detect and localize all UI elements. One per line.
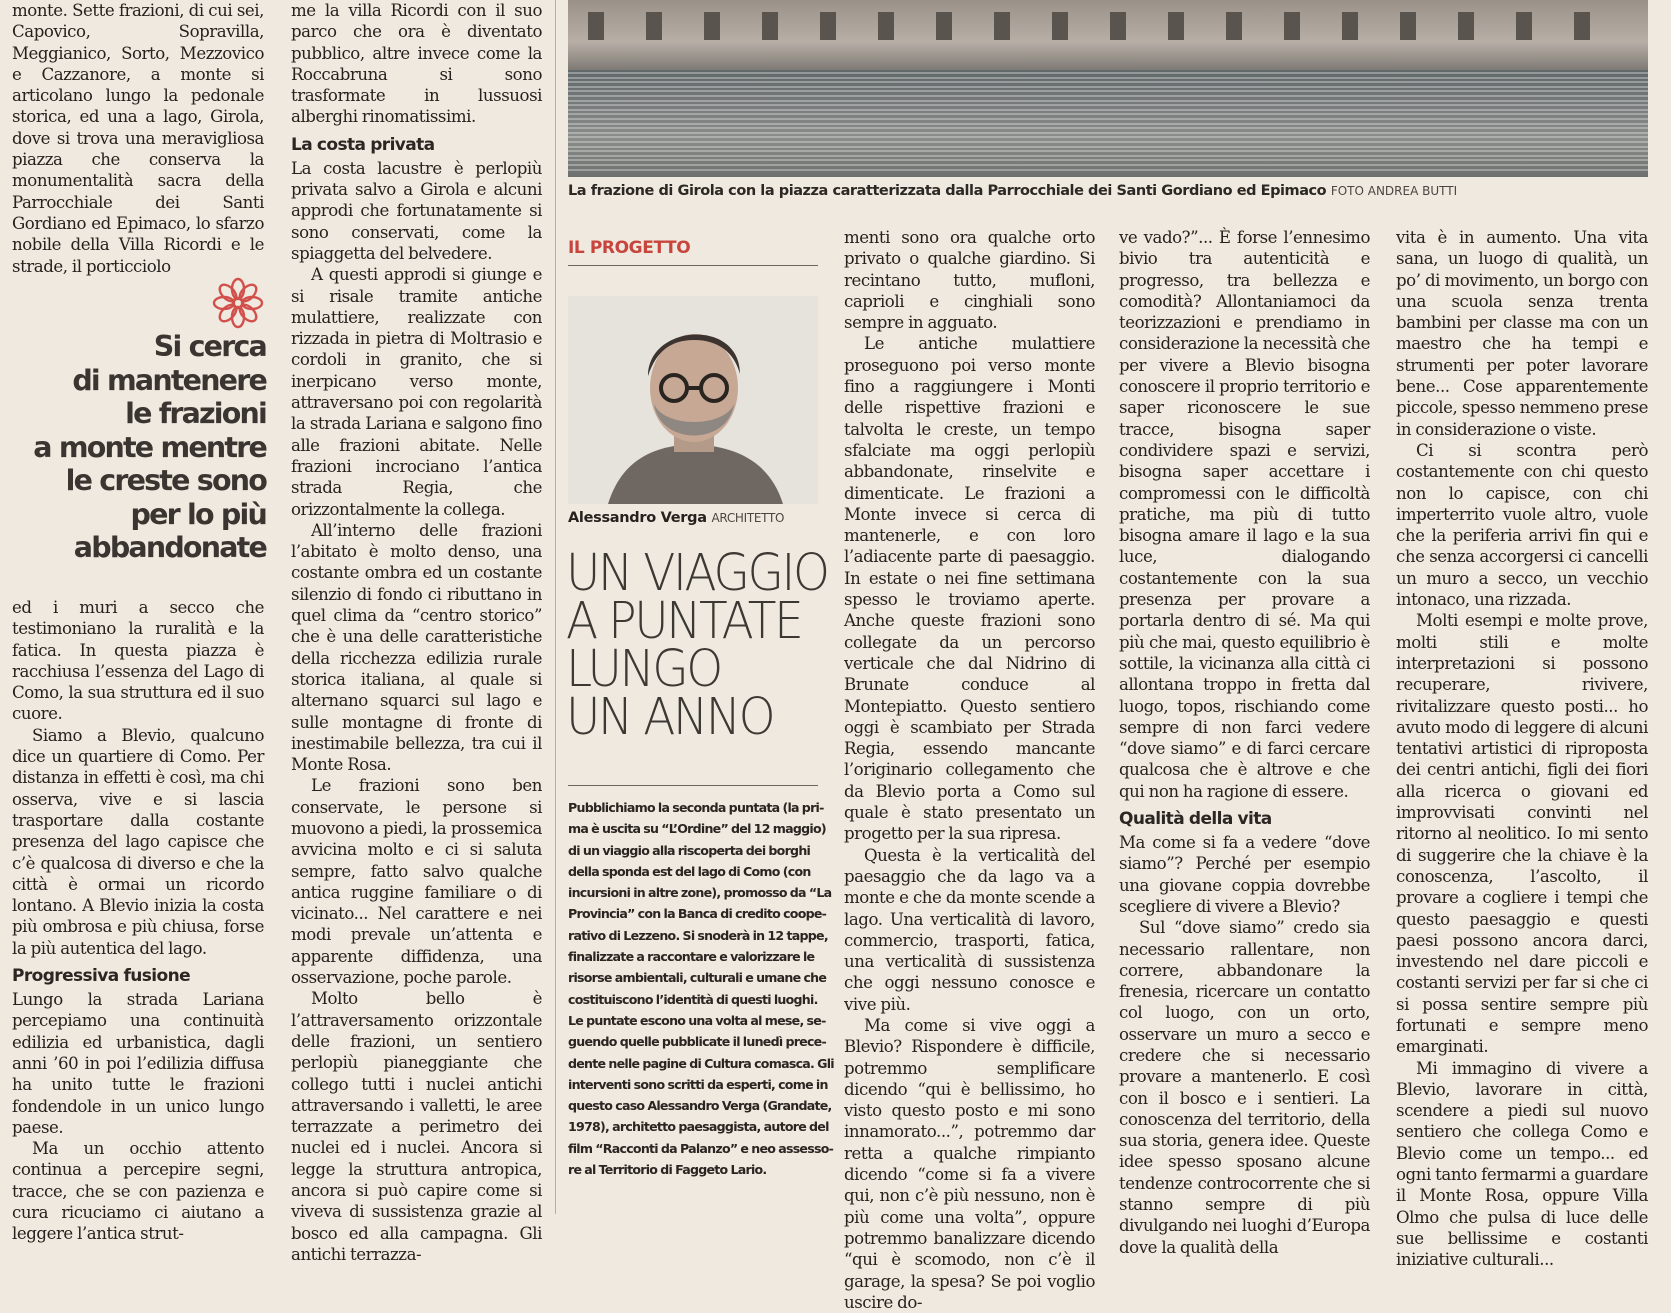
sidebar-line: finalizzate a raccontare e valorizzare le [568,949,815,965]
kicker-rule [568,265,818,266]
photo-water-ripple [568,77,1648,79]
photo-water-ripple [568,123,1648,125]
photo-window-detail [704,12,720,40]
article-photo [568,0,1648,177]
photo-water-ripple [568,127,1648,129]
paragraph: All’interno delle frazioni l’abitato è molto denso, una costante ombra ed un costante silenzio di fondo ci ributtano in quel clima da “centro storico” che è una delle caratteristiche della ricchezza edilizia rurale storica italiana, al quale si alternano squarci sul lago e sulle montagne di fronte di inestimabile bellezza, tra cui il Monte Rosa. [291,520,542,775]
photo-window-detail [936,12,952,40]
sidebar-line: Pubblichiamo la seconda puntata (la pri- [568,800,824,815]
column-2 [291,0,542,1265]
photo-water-ripple [568,146,1648,148]
sidebar-line: rativo di Lezzeno. Si snoderà in 12 tappe, [568,927,828,943]
pull-quote [8,330,266,565]
photo-water-ripple [568,150,1648,152]
sidebar-line: guendo quelle pubblicate il lunedì prece- [568,1034,826,1050]
byline-role: ARCHITETTO [711,511,785,525]
photo-water-ripple [568,113,1648,115]
photo-window-detail [1400,12,1416,40]
paragraph: Lungo la strada Lariana percepiamo una continuità edilizia ed urbanistica, dagli anni ’60 in poi l’edilizia diffusa ha unito tutte le frazioni fondendole in un unico lungo paese. [12,990,264,1137]
photo-water-ripple [568,100,1648,102]
rosette-icon [210,275,266,331]
photo-water-ripple [568,118,1648,120]
paragraph: me la villa Ricordi con il suo parco che ora è diventato pubblico, altre invece come la Roccabruna si sono trasformate in lussuosi alberghi rinomatissimi. [291,1,542,127]
photo-window-detail [878,12,894,40]
paragraph: Le frazioni sono ben conservate, le persone si muovono a piedi, la prossemica avvicina molto e ci si saluta sempre, fatto salvo qualche antica ruggine familiare o di vicinato... Nel carattere e nei modi prevale un’attenta e apparente diffidenza, una osservazione, poche parole. [291,776,542,988]
section-heading: La costa privata [291,134,435,155]
photo-window-detail [646,12,662,40]
photo-water-ripple [568,141,1648,143]
photo-window-detail [1458,12,1474,40]
pull-quote-line: a monte mentre [33,430,266,464]
sidebar-line: incursioni in altre zone), promosso da “La [568,885,832,901]
paragraph: Ma come si vive oggi a Blevio? Rispondere è difficile, potremmo semplificare dicendo “qui è bellissimo, ho visto questo posto e mi sono innamorato...”, potremmo dar retta a qualche rimpianto dicendo “come si fa a vivere qui, non c’è più nessuno, non è più come una volta”, oppure potremmo banalizzare dicendo “qui è scomodo, non c’è il garage, la spesa? Se poi voglio uscire do- [844,1015,1095,1312]
paragraph: Mi immagino di vivere a Blevio, lavorare in città, scendere a piedi sul nuovo sentiero che collega Como e Blevio come un tempo... ed ogni tanto fermarmi a guardare il Monte Rosa, oppure Villa Olmo che pulsa di luce delle sue bellissime e costanti iniziative culturali... [1396,1058,1648,1270]
photo-window-detail [1284,12,1300,40]
column-6 [1396,227,1648,1271]
photo-caption-text: La frazione di Girola con la piazza caratterizzata dalla Parrocchiale dei Santi Gordiano ed Epimaco [568,183,1327,199]
photo-water-ripple [568,90,1648,92]
sidebar-line: 1978), architetto paesaggista, autore del [568,1119,829,1135]
sidebar-line: Provincia” con la Banca di credito coope- [568,906,827,922]
photo-window-detail [1516,12,1532,40]
box-rule [568,785,818,786]
sidebar-line: dente nelle pagine di Cultura comasca. Gli [568,1055,834,1071]
photo-water-ripple [568,95,1648,97]
paragraph: Siamo a Blevio, qualcuno dice un quartiere di Como. Per distanza in effetti è così, ma chi osserva, vive e si lascia trasportare dalla costante presenza del lago capisce che c’è qualcosa di diverso e che la città è ormai un ricordo lontano. A Blevio inizia la costa più ombrosa e più chiusa, forse la più autentica del lago. [12,725,264,958]
photo-water-ripple [568,81,1648,83]
photo-window-detail [1110,12,1126,40]
photo-water-ripple [568,136,1648,138]
photo-water-ripple [568,109,1648,111]
sidebar-line: della sponda est del lago di Como (con [568,863,811,879]
section-heading: Progressiva fusione [12,966,190,987]
column-1-top [12,0,264,277]
sidebar-line: costituiscono l’identità di questi luoghi. [568,991,818,1007]
headline-line: A PUNTATE [566,591,802,652]
pull-quote-line: Si cerca [153,330,266,363]
sidebar-line: Le puntate escono una volta al mese, se- [568,1012,826,1028]
headline-line: LUNGO [566,639,721,700]
paragraph: A questi approdi si giunge e si risale tramite antiche mulattiere, realizzate con rizzada in pietra di Moltrasio e cordoli in granito, che si inerpicano verso monte, attraversano poi con regolarità la strada Lariana e salgono fino alle frazioni abitate. Nelle frazioni incrociano l’antica strada Regia, che orizzontalmente la collega. [291,265,542,519]
column-4 [844,227,1095,1313]
paragraph: ed i muri a secco che testimoniano la ruralità e la fatica. In questa piazza è racchiusa l’essenza del Lago di Como, la sua struttura ed il suo cuore. [12,598,264,724]
sidebar-line: film “Racconti da Palanzo” e neo assesso- [568,1140,834,1156]
paragraph: Questa è la verticalità del paesaggio che da lago va a monte e che da monte scende a lago. Una verticalità di lavoro, commercio, trasporti, fatica, una verticalità di sussistenza che oggi nessuno conosce e vive più. [844,845,1095,1014]
paragraph: monte. Sette frazioni, di cui sei, Capovico, Sopravilla, Meggianico, Sorto, Mezzovico e Cazzanore, a monte si articolano lungo la pedonale storica, ed una a lago, Girola, dove si trova una meravigliosa piazza che conserva la monumentalità sacra della Parrocchiale dei Santi Gordiano ed Epimaco, lo sfarzo nobile della Villa Ricordi e le strade, il porticciolo [12,1,264,276]
box-sidebar-text [568,797,834,1180]
sidebar-line: di un viaggio alla riscoperta dei borghi [568,842,811,858]
photo-window-detail [820,12,836,40]
photo-water-ripple [568,155,1648,157]
sidebar-line: re al Territorio di Faggeto Lario. [568,1162,767,1178]
pull-quote-line: le creste sono [65,464,266,497]
pull-quote-line: abbandonate [73,531,266,564]
paragraph: Sul “dove siamo” credo sia necessario rallentare, non correre, abbandonare la frenesia, ricercare un contatto col luogo, con un orto, osservare un muro a secco e credere che si necessario provare a mantenerlo. E così con il bosco e i sentieri. La conoscenza del territorio, della sua storia, genera idee. Queste idee spesso sposano alcune tendenze controcorrente che si stanno sempre di più divulgando nei luoghi d’Europa dove la qualità della [1119,918,1370,1257]
author-portrait [568,296,818,504]
pull-quote-line: per lo più [130,497,266,531]
sidebar-line: ma è uscita su “L’Ordine” del 12 maggio) [568,821,826,837]
photo-water-ripple [568,104,1648,106]
photo-water-ripple [568,159,1648,161]
photo-water-ripple [568,72,1648,74]
paragraph: Ma un occhio attento continua a percepire segni, tracce, che se con pazienza e cura ricuciamo ci aiutano a leggere l’antica strut- [12,1139,264,1244]
sidebar-line: questo caso Alessandro Verga (Grandate, [568,1098,832,1114]
column-1-bottom [12,597,264,1245]
photo-window-detail [762,12,778,40]
box-headline [566,543,828,748]
photo-window-detail [994,12,1010,40]
photo-credit: FOTO ANDREA BUTTI [1330,184,1458,198]
paragraph: La costa lacustre è perlopiù privata salvo a Girola e alcuni approdi che fortunatamente si sono conservati, come la spiaggetta del belvedere. [291,158,542,263]
paragraph: ve vado?”... È forse l’ennesimo bivio tra autenticità e progresso, tra bellezza e comodità? Allontaniamoci da teorizzazioni e prendiamo in considerazione la necessità che per vivere a Blevio bisogna conoscere il proprio territorio e saper riconoscere le sue tracce, bisogna saper condividere spazi e servizi, bisogna saper accettare i compromessi con le difficoltà pratiche, ma più di tutto bisogna amare il lago e la sua luce, dialogando costantemente con la sua presenza per provare a portarla dentro di sé. Ma qui più che mai, questo equilibrio è sottile, la vicinanza alla città ci allontana troppo in fretta dal luogo, topos, rischiando come sempre di non farci vedere “dove siamo” e di farci cercare qualcosa che è altrove e che qui non ha ragione di essere. [1119,228,1370,801]
photo-caption [568,183,1648,199]
sidebar-line: interventi sono scritti da esperti, come in [568,1076,828,1092]
section-heading: Qualità della vita [1119,809,1272,830]
photo-window-detail [1226,12,1242,40]
photo-water-ripple [568,86,1648,88]
byline-name: Alessandro Verga [568,510,707,526]
photo-water-ripple [568,164,1648,166]
photo-water-ripple [568,132,1648,134]
kicker-label: IL PROGETTO [568,238,691,258]
column-5 [1119,227,1370,1258]
paragraph: Ma come si fa a vedere “dove siamo”? Perché per esempio una giovane coppia dovrebbe scegliere di vivere a Blevio? [1119,833,1370,916]
photo-window-detail [1574,12,1590,40]
paragraph: Ci si scontra però costantemente con chi questo non lo capisce, con chi imperterrito vuole altro, vuole che la periferia arrivi fin qui e che senza accorgersi ci cancelli un muro a secco, un vecchio intonaco, una rizzada. [1396,440,1648,610]
paragraph: Molto bello è l’attraversamento orizzontale delle frazioni, un sentiero perlopiù pianeggiante che collego tutti i nuclei antichi attraversando i valletti, le aree terrazzate a perimetro dei nuclei ed i nuclei. Ancora si legge la struttura antropica, ancora si può capire come si viveva di sussistenza grazie al bosco ed alla campagna. Gli antichi terrazza- [291,989,542,1264]
column-divider [555,0,556,1214]
photo-water-ripple [568,169,1648,171]
photo-window-detail [1168,12,1184,40]
byline [568,510,784,526]
photo-villa-facade [568,0,1648,70]
pull-quote-line: le frazioni [125,397,266,430]
paragraph: Molti esempi e molte prove, molti stili e molte interpretazioni si possono recuperare, rivivere, rivitalizzare questo posti... ho avuto modo di leggere di alcuni tentativi artistici di riproposta dei centri antichi, figli dei fiori alla ricerca o giovani ed improvvisati convinti nel ritorno al neolitico. Io mi sento di suggerire che la chiave è la conoscenza, l’ascolto, il provare a cogliere i tempi che questo paesaggio e questi paesi possono ancora darci, investendo nel dare piccoli e costanti servizi per far si che ci si possa sentire sempre più fortunati e sempre meno emarginati. [1396,611,1648,1057]
paragraph: vita è in aumento. Una vita sana, un luogo di qualità, un po’ di movimento, un borgo con una scuola senza trenta bambini per classe ma con un maestro che ha tempi e strumenti per poter lavorare bene... Cose apparentemente piccole, spesso nemmeno prese in considerazione o viste. [1396,228,1648,439]
paragraph: Le antiche mulattiere proseguono poi verso monte fino a raggiungere i Monti delle rispettive frazioni e talvolta le creste, un tempo sfalciate ma oggi perlopiù abbandonate, rinselvite e dimenticate. Le frazioni a Monte invece si cerca di mantenerle, e con loro l’adiacente parte di paesaggio. In estate o nei fine settimana spesso le troviamo aperte. Anche queste frazioni sono collegate da un percorso verticale che dal Nidrino di Brunate conduce al Montepiatto. Questo sentiero oggi è scambiato per Strada Regia, essendo mancante l’originario collegamento che da Blevio porta a Como sul quale è stato presentato un progetto per la sua ripresa. [844,334,1095,844]
headline-line: UN VIAGGIO [566,543,828,604]
photo-window-detail [1052,12,1068,40]
pull-quote-line: di mantenere [72,363,266,397]
photo-window-detail [1342,12,1358,40]
photo-window-detail [588,12,604,40]
paragraph: menti sono ora qualche orto privato o qualche giardino. Si recintano tutto, mufloni, caprioli e cinghiali sono sempre in agguato. [844,228,1095,333]
sidebar-line: risorse ambientali, culturali e umane che [568,970,827,986]
headline-line: UN ANNO [566,687,774,748]
